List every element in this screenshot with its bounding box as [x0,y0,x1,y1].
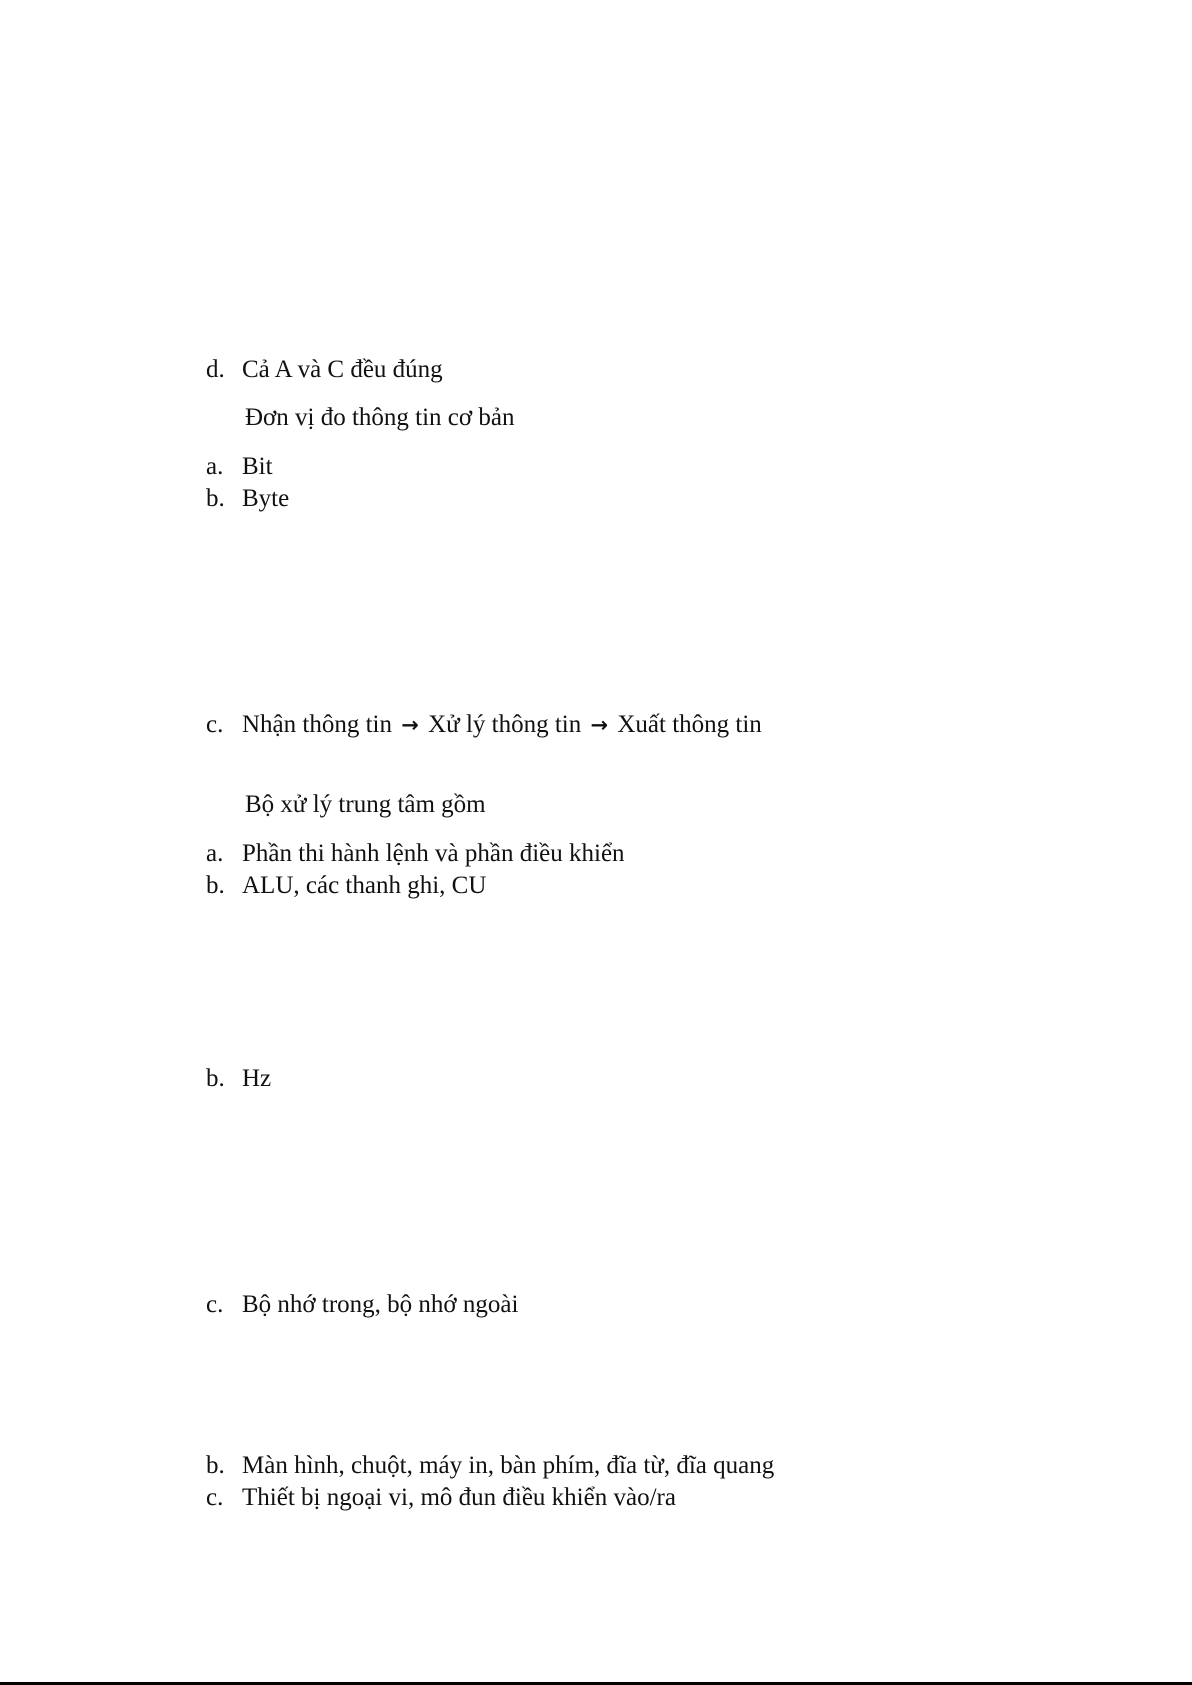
option-text: Thiết bị ngoại vi, mô đun điều khiển vào/ra [242,1484,676,1511]
question-text: Đơn vị đo thông tin cơ bản [245,404,515,431]
option-text-flow [242,710,762,740]
option-marker: b. [206,1065,225,1092]
option-text: Cả A và C đều đúng [242,356,443,383]
option-text: ALU, các thanh ghi, CU [242,872,487,899]
option-marker: a. [206,453,224,480]
option-text: Bit [242,453,273,480]
option-text: Phần thi hành lệnh và phần điều khiển [242,840,625,867]
option-marker: c. [206,1291,224,1318]
option-text: Bộ nhớ trong, bộ nhớ ngoài [242,1291,519,1318]
arrow-right-icon: → [590,713,609,737]
option-marker: c. [206,711,224,738]
option-marker: c. [206,1484,224,1511]
option-marker: a. [206,840,224,867]
arrow-right-icon: → [401,713,419,737]
option-text: Hz [242,1065,272,1092]
flow-step: Xử lý thông tin [428,711,582,738]
option-marker: b. [206,872,225,899]
option-text: Byte [242,485,290,512]
flow-step: Nhận thông tin [242,711,392,738]
option-text: Màn hình, chuột, máy in, bàn phím, đĩa từ, đĩa quang [242,1452,775,1479]
flow-step: Xuất thông tin [617,711,762,738]
option-marker: b. [206,1452,225,1479]
option-marker: b. [206,485,225,512]
question-text: Bộ xử lý trung tâm gồm [245,791,486,818]
option-marker: d. [206,356,225,383]
